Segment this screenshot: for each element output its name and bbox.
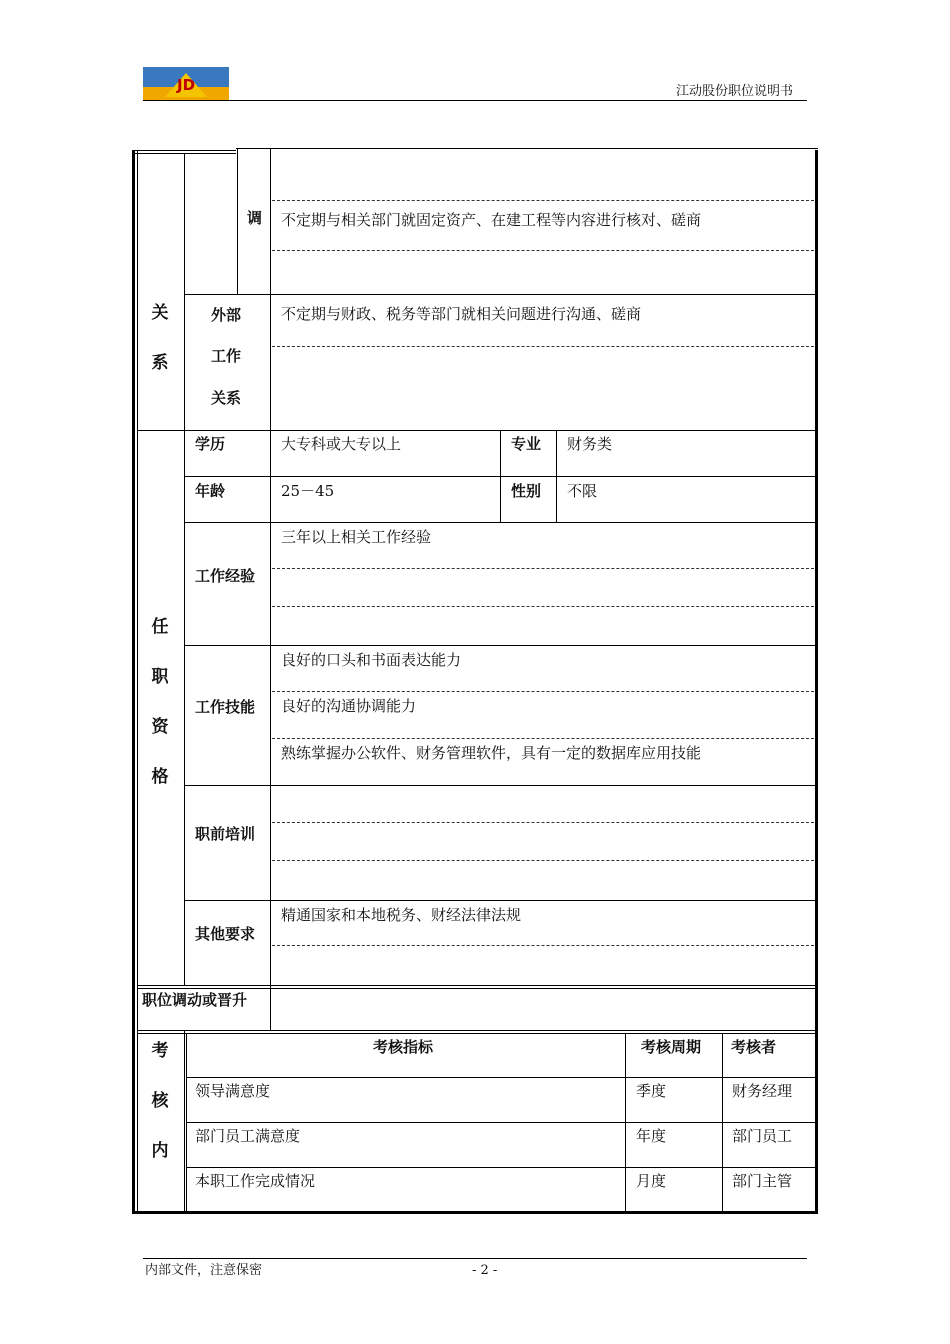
row2-assessor: 部门员工 (732, 1127, 793, 1145)
major-label: 专业 (511, 435, 542, 453)
table-left-border (132, 150, 135, 1214)
row2-period: 年度 (636, 1127, 667, 1145)
qual-label-4: 格 (151, 767, 169, 787)
table-bottom-border (132, 1211, 818, 1214)
table-right-border (815, 150, 818, 1214)
gender-value: 不限 (567, 482, 598, 500)
skills-label: 工作技能 (195, 698, 256, 716)
qual-label-3: 资 (151, 717, 169, 737)
header-assessor: 考核者 (731, 1038, 777, 1056)
qual-label-2: 职 (151, 667, 169, 687)
promotion-label: 职位调动或晋升 (142, 991, 248, 1009)
gender-label: 性别 (511, 482, 542, 500)
skills-line-3: 熟练掌握办公软件、财务管理软件，具有一定的数据库应用技能 (281, 744, 702, 762)
other-line-1: 精通国家和本地税务、财经法律法规 (281, 906, 522, 924)
external-label-2: 工作 (211, 347, 242, 365)
page-number: - 2 - (472, 1263, 498, 1278)
age-label: 年龄 (195, 482, 226, 500)
internal-relation-label: 调 (247, 209, 263, 227)
education-value: 大专科或大专以上 (281, 435, 402, 453)
logo-mark: JD (177, 76, 196, 94)
assess-label-2: 核 (151, 1091, 169, 1111)
row3-period: 月度 (636, 1172, 667, 1190)
relations-label-1: 关 (151, 303, 169, 323)
qual-label-1: 任 (151, 617, 169, 637)
other-requirements-label: 其他要求 (195, 925, 256, 943)
experience-label: 工作经验 (195, 567, 256, 585)
row1-assessor: 财务经理 (732, 1082, 793, 1100)
company-logo (143, 67, 229, 101)
header-period: 考核周期 (641, 1038, 702, 1056)
major-value: 财务类 (567, 435, 613, 453)
row3-assessor: 部门主管 (732, 1172, 793, 1190)
external-relation-text: 不定期与财政、税务等部门就相关问题进行沟通、磋商 (281, 305, 642, 323)
row1-period: 季度 (636, 1082, 667, 1100)
age-value: 25－45 (281, 482, 335, 500)
assess-label-3: 内 (151, 1141, 169, 1161)
external-label-1: 外部 (211, 306, 242, 324)
experience-line-1: 三年以上相关工作经验 (281, 528, 432, 546)
row3-indicator: 本职工作完成情况 (195, 1172, 316, 1190)
footer-rule (143, 1258, 807, 1259)
footer-note: 内部文件，注意保密 (145, 1263, 263, 1278)
relations-label-2: 系 (151, 353, 169, 373)
document-title: 江动股份职位说明书 (676, 84, 794, 99)
training-label: 职前培训 (195, 825, 256, 843)
external-label-3: 关系 (211, 389, 242, 407)
internal-relation-text: 不定期与相关部门就固定资产、在建工程等内容进行核对、磋商 (281, 211, 702, 229)
skills-line-2: 良好的沟通协调能力 (281, 697, 417, 715)
row2-indicator: 部门员工满意度 (195, 1127, 301, 1145)
header-indicator: 考核指标 (373, 1038, 434, 1056)
skills-line-1: 良好的口头和书面表达能力 (281, 651, 462, 669)
assess-label-1: 考 (151, 1041, 169, 1061)
row1-indicator: 领导满意度 (195, 1082, 271, 1100)
education-label: 学历 (195, 435, 226, 453)
